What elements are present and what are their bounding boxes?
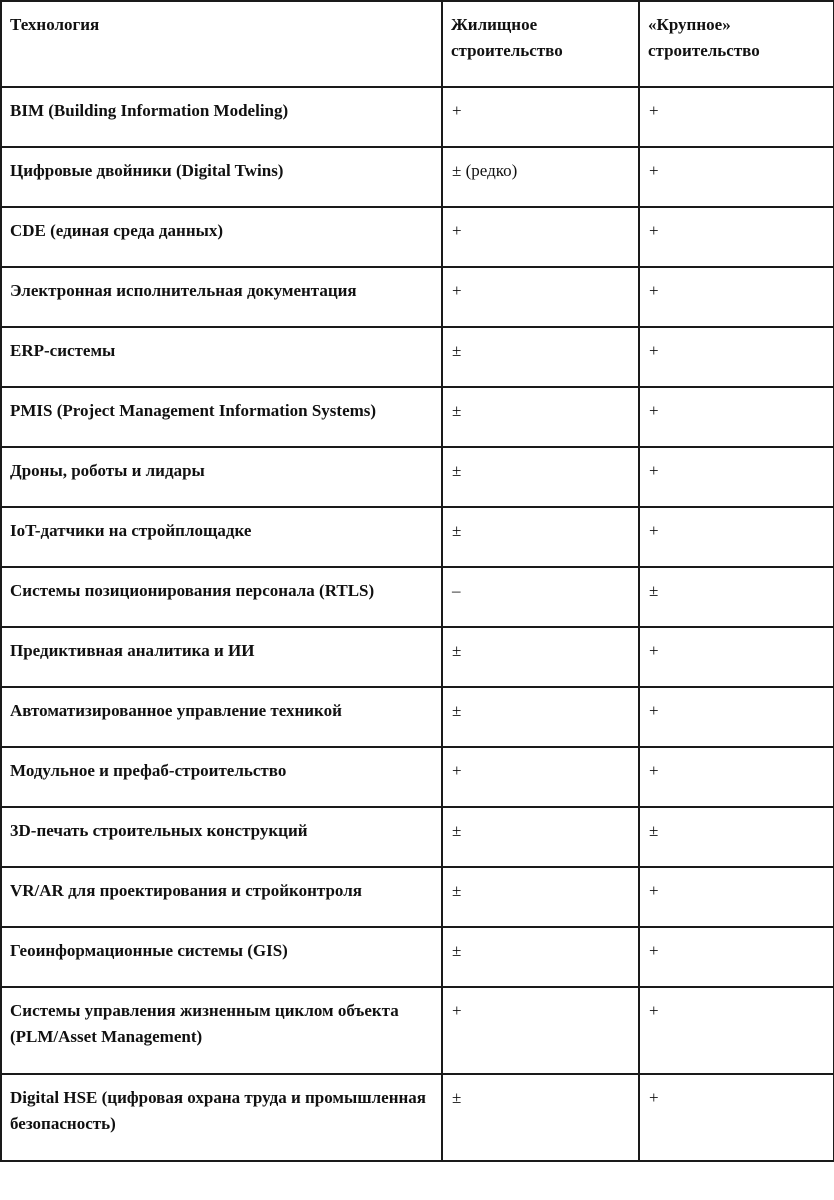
- large-cell: +: [639, 387, 834, 447]
- table-row: [1, 687, 834, 747]
- housing-cell: ± (редко): [442, 147, 639, 207]
- table-row: [1, 1074, 834, 1161]
- table-row: [1, 927, 834, 987]
- housing-cell: ±: [442, 927, 639, 987]
- technology-cell: VR/AR для проектирования и стройконтроля: [1, 867, 442, 927]
- large-cell: +: [639, 927, 834, 987]
- header-housing: Жилищное строительство: [442, 1, 639, 87]
- housing-cell: ±: [442, 687, 639, 747]
- large-cell: +: [639, 87, 834, 147]
- technology-cell: Автоматизированное управление техникой: [1, 687, 442, 747]
- technology-cell: Digital HSE (цифровая охрана труда и промышленная безопасность): [1, 1074, 442, 1161]
- housing-cell: ±: [442, 447, 639, 507]
- technology-cell: IoT-датчики на стройплощадке: [1, 507, 442, 567]
- table-row: [1, 87, 834, 147]
- technology-cell: 3D-печать строительных конструкций: [1, 807, 442, 867]
- table-row: [1, 447, 834, 507]
- large-cell: +: [639, 507, 834, 567]
- large-cell: +: [639, 147, 834, 207]
- technology-cell: BIM (Building Information Modeling): [1, 87, 442, 147]
- large-cell: +: [639, 987, 834, 1074]
- table-row: [1, 507, 834, 567]
- large-cell: +: [639, 867, 834, 927]
- table-row: [1, 627, 834, 687]
- housing-cell: ±: [442, 327, 639, 387]
- technology-cell: Цифровые двойники (Digital Twins): [1, 147, 442, 207]
- technology-cell: PMIS (Project Management Information Systems): [1, 387, 442, 447]
- header-large: «Крупное» строительство: [639, 1, 834, 87]
- large-cell: ±: [639, 807, 834, 867]
- large-cell: +: [639, 267, 834, 327]
- housing-cell: ±: [442, 867, 639, 927]
- housing-cell: +: [442, 87, 639, 147]
- technology-cell: Электронная исполнительная документация: [1, 267, 442, 327]
- header-technology: Технология: [1, 1, 442, 87]
- technology-cell: Системы позиционирования персонала (RTLS): [1, 567, 442, 627]
- table-row: [1, 987, 834, 1074]
- large-cell: ±: [639, 567, 834, 627]
- housing-cell: +: [442, 747, 639, 807]
- housing-cell: +: [442, 207, 639, 267]
- table-row: [1, 807, 834, 867]
- large-cell: +: [639, 207, 834, 267]
- technology-cell: Дроны, роботы и лидары: [1, 447, 442, 507]
- housing-cell: ±: [442, 387, 639, 447]
- technology-cell: Модульное и префаб-строительство: [1, 747, 442, 807]
- large-cell: +: [639, 327, 834, 387]
- large-cell: +: [639, 747, 834, 807]
- technology-cell: ERP-системы: [1, 327, 442, 387]
- technology-cell: Системы управления жизненным циклом объекта (PLM/Asset Management): [1, 987, 442, 1074]
- large-cell: +: [639, 627, 834, 687]
- housing-cell: ±: [442, 1074, 639, 1161]
- large-cell: +: [639, 447, 834, 507]
- table-row: [1, 387, 834, 447]
- housing-cell: +: [442, 987, 639, 1074]
- housing-cell: +: [442, 267, 639, 327]
- large-cell: +: [639, 1074, 834, 1161]
- table-row: [1, 147, 834, 207]
- table-row: [1, 267, 834, 327]
- large-cell: +: [639, 687, 834, 747]
- housing-cell: –: [442, 567, 639, 627]
- table-row: [1, 207, 834, 267]
- technology-cell: Предиктивная аналитика и ИИ: [1, 627, 442, 687]
- table-row: [1, 327, 834, 387]
- technology-cell: Геоинформационные системы (GIS): [1, 927, 442, 987]
- table-row: [1, 867, 834, 927]
- table-row: [1, 567, 834, 627]
- technology-cell: CDE (единая среда данных): [1, 207, 442, 267]
- table-row: [1, 747, 834, 807]
- table-header-row: [1, 1, 834, 87]
- housing-cell: ±: [442, 807, 639, 867]
- housing-cell: ±: [442, 627, 639, 687]
- housing-cell: ±: [442, 507, 639, 567]
